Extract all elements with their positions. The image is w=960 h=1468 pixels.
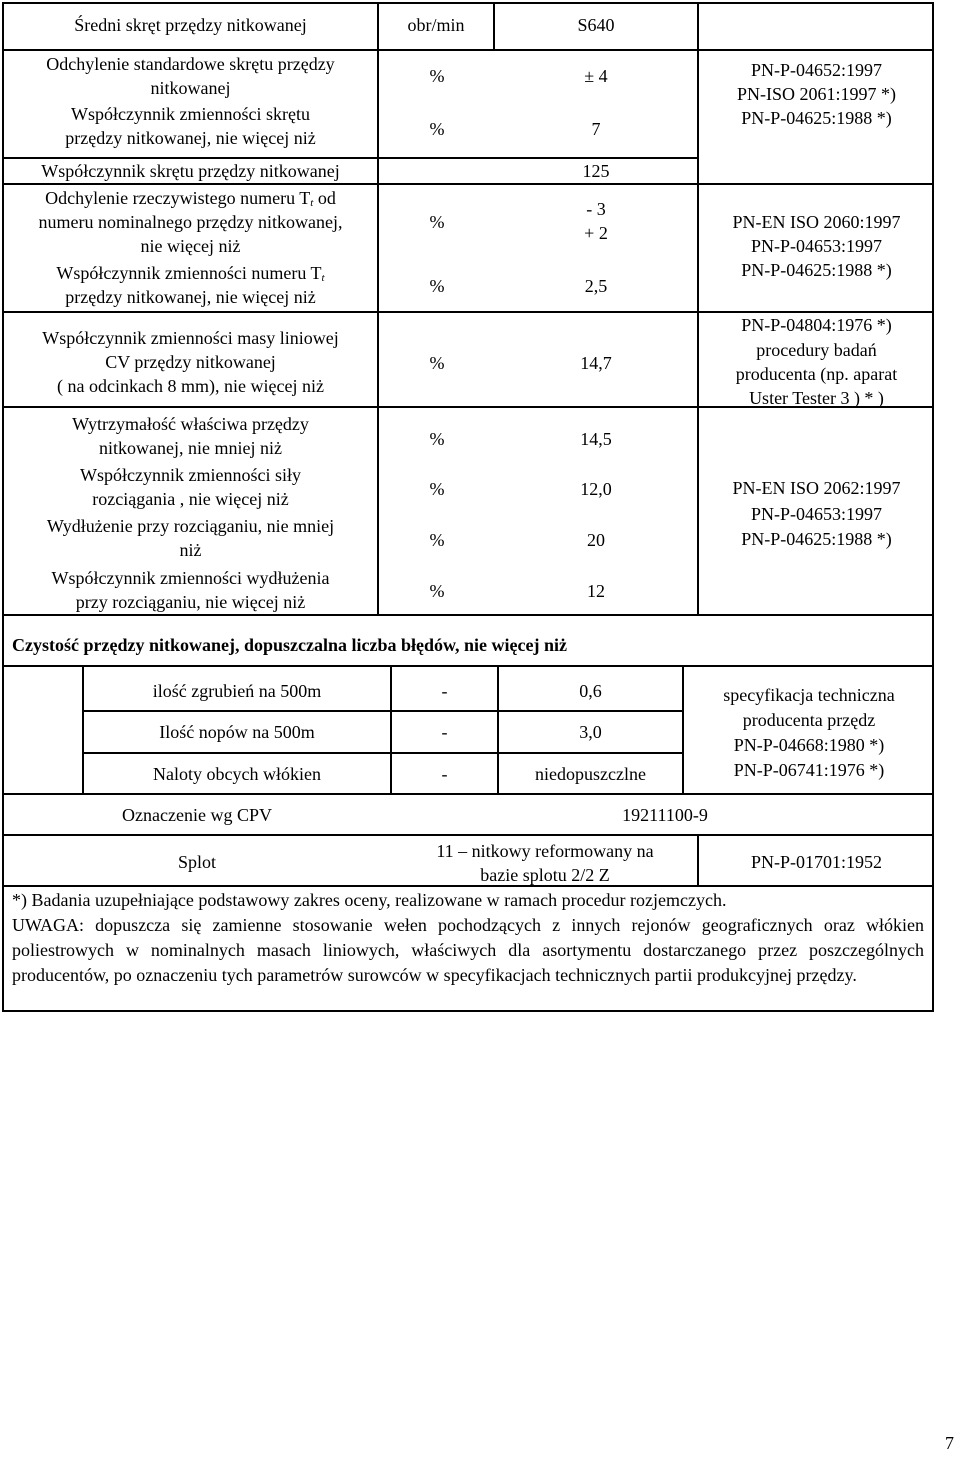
purity-spec: specyfikacja techniczna: [723, 685, 895, 705]
row5-label: nie więcej niż: [140, 236, 241, 256]
standard-ref: PN-P-04625:1988 *): [741, 529, 892, 549]
purity-label: ilość zgrubień na 500m: [152, 681, 322, 701]
rule-table-bottom: [2, 614, 934, 616]
rule-purity2-bottom: [82, 752, 682, 754]
row5-value: + 2: [584, 223, 608, 243]
rule-row6-bottom: [2, 311, 934, 313]
purity-spec: PN-P-06741:1976 *): [733, 760, 885, 780]
purity-value: 0,6: [579, 681, 602, 701]
standard-ref: PN-P-04653:1997: [750, 504, 882, 524]
row2-label: nitkowanej: [150, 78, 231, 98]
row9-unit: %: [429, 479, 445, 499]
row8-unit: %: [429, 429, 445, 449]
row5-label: Odchylenie rzeczywistego numeru $T_t$ od: [45, 188, 336, 209]
row8-label: nitkowanej, nie mniej niż: [99, 438, 282, 458]
row9-label: Współczynnik zmienności siły: [80, 465, 301, 485]
warning-note: UWAGA: dopuszcza się zamienne stosowanie wełen pochodzących z innych rejonów geograficznych oraz włókien poliestrowych w nominalnych masach liniowych, właściwych dla asortymentu dostarczanego przez poszczególnych producentów, po oznaczeniu tych parametrów surowców w specyfikacjach technicznych partii produkcyjnej przędzy.: [12, 915, 924, 985]
row6-value: 2,5: [584, 276, 608, 296]
row7-label: ( na odcinkach 8 mm), nie więcej niż: [57, 376, 324, 396]
row11-label: Współczynnik zmienności wydłużenia: [51, 568, 330, 588]
row10-unit: %: [429, 530, 445, 550]
row3-value: 7: [591, 119, 601, 139]
standard-ref: PN-P-04804:1976 *): [741, 315, 892, 335]
row4-label: Współczynnik skrętu przędzy nitkowanej: [41, 161, 340, 181]
standard-ref: producenta (np. aparat: [735, 364, 898, 384]
row3-unit: %: [429, 119, 445, 139]
row7-label: CV przędzy nitkowanej: [105, 352, 276, 372]
rule-cpv-bottom: [2, 834, 934, 836]
row6-unit: %: [429, 276, 445, 296]
row10-value: 20: [587, 530, 605, 550]
row7-value: 14,7: [580, 353, 612, 373]
row3-label: Współczynnik zmienności skrętu: [71, 104, 310, 124]
row1-value: S640: [577, 15, 615, 35]
footnote: *) Badania uzupełniające podstawowy zakres oceny, realizowane w ramach procedur rozjemczych.: [12, 890, 727, 910]
row9-value: 12,0: [580, 479, 612, 499]
row4-value: 125: [582, 161, 610, 181]
splot-value: bazie splotu 2/2 Z: [480, 865, 610, 885]
row8-label: Wytrzymałość właściwa przędzy: [72, 414, 309, 434]
row7-unit: %: [429, 353, 445, 373]
purity-value: niedopuszczlne: [535, 764, 646, 784]
cpv-label: Oznaczenie wg CPV: [122, 805, 272, 825]
standard-ref: PN-P-04625:1988 *): [741, 260, 892, 280]
row10-label: Wydłużenie przy rozciąganiu, nie mniej: [46, 516, 335, 536]
purity-label: Naloty obcych włókien: [153, 764, 321, 784]
standard-ref: procedury badań: [756, 340, 877, 360]
splot-value: 11 – nitkowy reformowany na: [436, 841, 654, 861]
purity-spec: producenta przędz: [742, 710, 876, 730]
standard-ref: PN-EN ISO 2062:1997: [732, 478, 901, 498]
row7-label: Współczynnik zmienności masy liniowej: [42, 328, 339, 348]
row9-label: rozciągania , nie więcej niż: [92, 489, 289, 509]
row3-label: przędzy nitkowanej, nie więcej niż: [65, 128, 316, 148]
row2-value: ± 4: [584, 66, 608, 86]
standard-ref: PN-P-04625:1988 *): [741, 108, 892, 128]
row5-value: - 3: [586, 199, 606, 219]
rule-heading-bottom: [2, 665, 934, 667]
row11-label: przy rozciąganiu, nie więcej niż: [75, 592, 306, 612]
standard-ref: PN-ISO 2061:1997 *): [736, 84, 896, 104]
purity-dash: -: [441, 681, 448, 701]
standard-ref: PN-EN ISO 2060:1997: [732, 212, 901, 232]
standard-ref: PN-P-04653:1997: [750, 236, 882, 256]
rule-col-label: [377, 2, 379, 614]
row5-label: numeru nominalnego przędzy nitkowanej,: [38, 212, 343, 232]
row11-unit: %: [429, 581, 445, 601]
splot-label: Splot: [177, 852, 216, 872]
rule-group2-top: [697, 183, 934, 185]
purity-dash: -: [441, 722, 448, 742]
row1-label: Średni skręt przędzy nitkowanej: [74, 15, 307, 35]
row2-label: Odchylenie standardowe skrętu przędzy: [46, 54, 335, 74]
rule-row1-bottom: [2, 49, 934, 51]
page-number: 7: [945, 1433, 954, 1453]
rule-purity1-bottom: [82, 710, 682, 712]
purity-label: Ilość nopów na 500m: [159, 722, 315, 742]
row11-value: 12: [587, 581, 605, 601]
purity-value: 3,0: [579, 722, 602, 742]
row6-label: Współczynnik zmienności numeru $T_t$: [56, 263, 325, 284]
splot-standard: PN-P-01701:1952: [750, 852, 882, 872]
row2-unit: %: [429, 66, 445, 86]
standard-ref: Uster Tester 3 ) * ): [749, 388, 884, 408]
row1-unit: obr/min: [407, 15, 465, 35]
row6-label: przędzy nitkowanej, nie więcej niż: [65, 287, 316, 307]
cpv-value: 19211100-9: [622, 805, 708, 825]
purity-heading: Czystość przędzy nitkowanej, dopuszczalna liczba błędów, nie więcej niż: [12, 635, 567, 655]
rule-purity-bottom: [2, 793, 934, 795]
rule-row3-bottom: [2, 157, 697, 159]
standard-ref: PN-P-04652:1997: [750, 60, 882, 80]
rule-row4-bottom: [2, 183, 697, 185]
purity-dash: -: [441, 764, 448, 784]
row8-value: 14,5: [580, 429, 612, 449]
row10-label: niż: [179, 540, 202, 560]
row5-unit: %: [429, 212, 445, 232]
purity-spec: PN-P-04668:1980 *): [733, 735, 885, 755]
